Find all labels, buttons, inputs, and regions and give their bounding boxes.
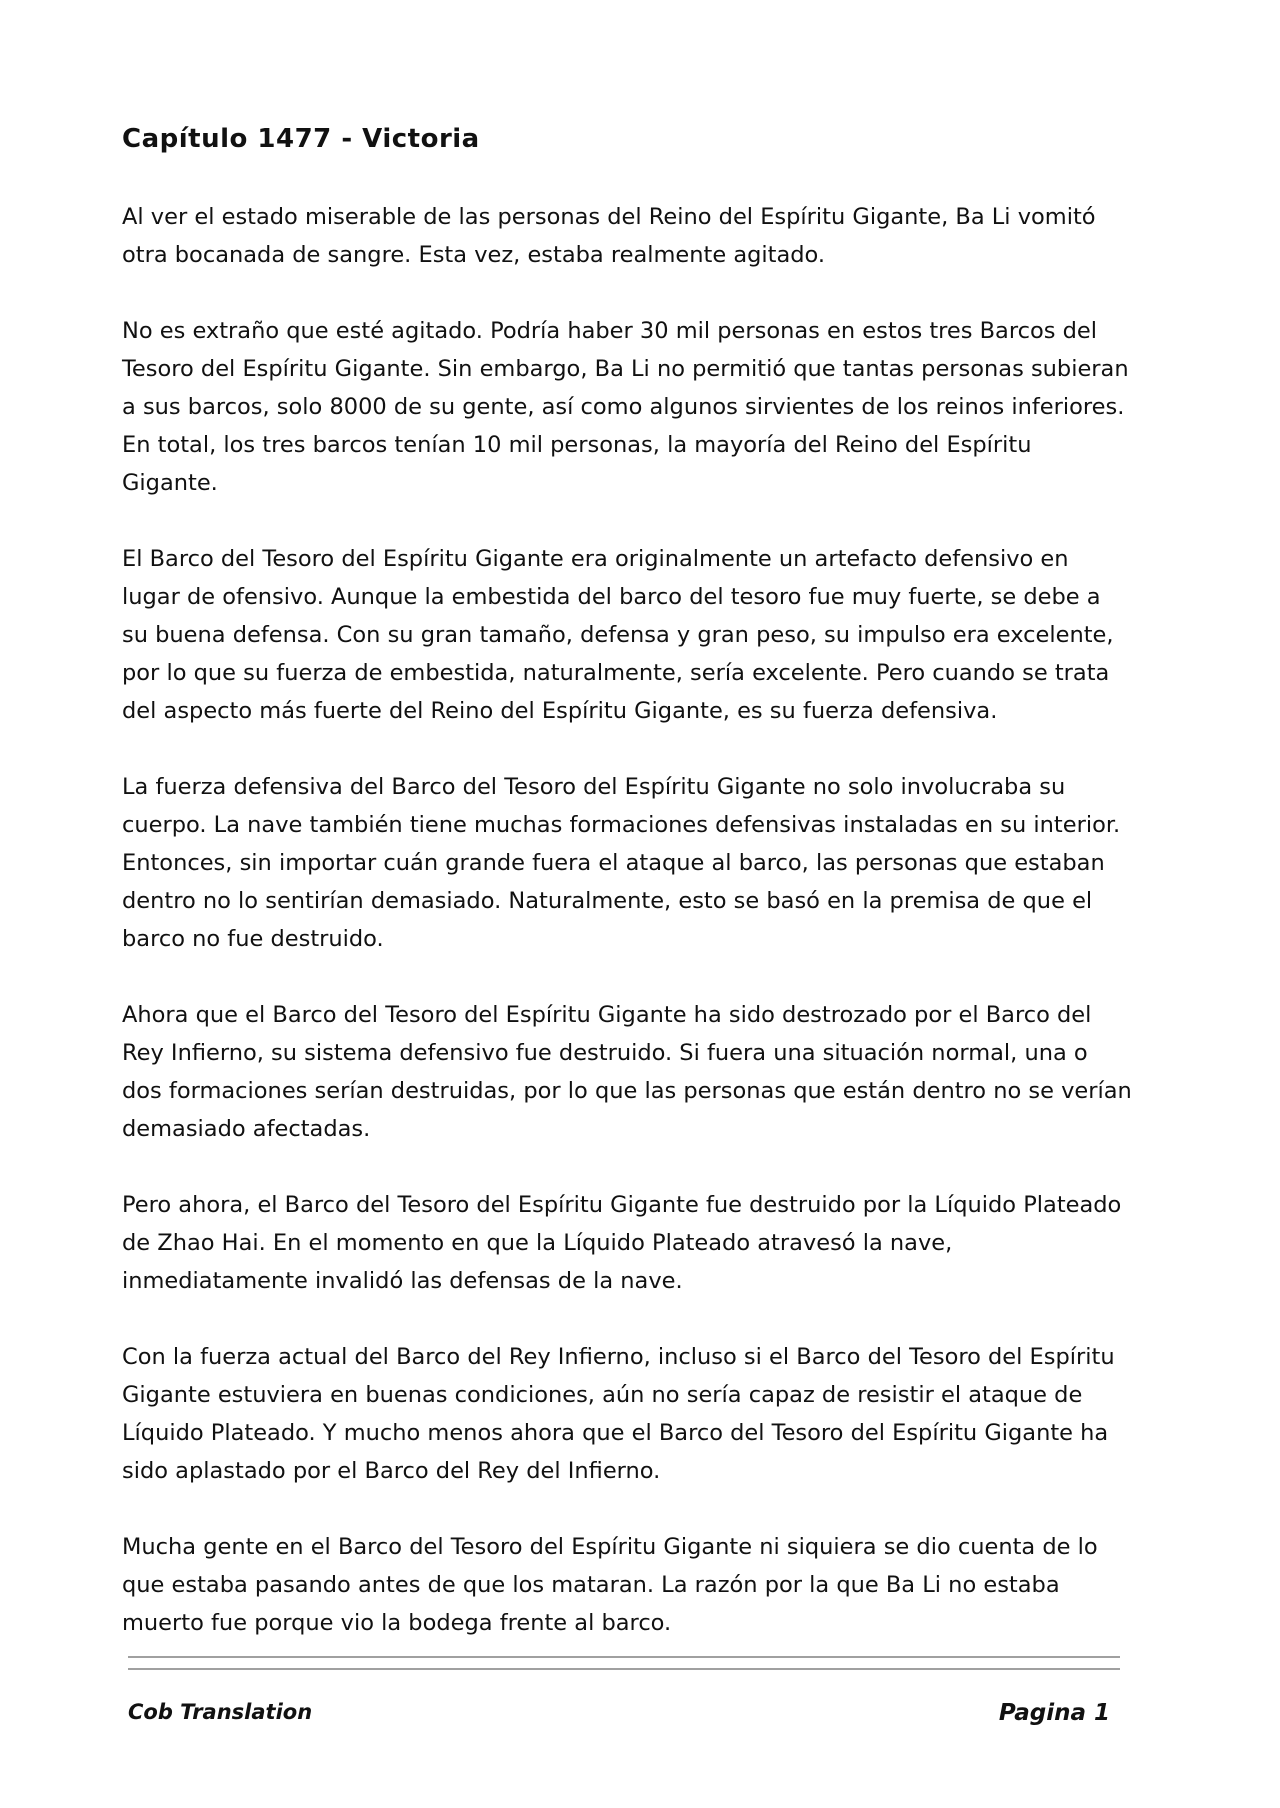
footer-translator-credit: Cob Translation <box>128 1700 313 1724</box>
footer-divider-top <box>128 1656 1120 1658</box>
chapter-title: Capítulo 1477 - Victoria <box>122 124 480 154</box>
paragraph: Mucha gente en el Barco del Tesoro del Espíritu Gigante ni siquiera se dio cuenta de lo que estaba pasando antes de que los mataran. La razón por la que Ba Li no estaba muerto fue porque vio la bodega frente al barco. <box>122 1534 1098 1636</box>
paragraph: No es extraño que esté agitado. Podría haber 30 mil personas en estos tres Barcos del Tesoro del Espíritu Gigante. Sin embargo, Ba Li no permitió que tantas personas subieran a sus barcos, solo 8000 de su gente, así como algunos sirvientes de los reinos inferiores. En total, los tres barcos tenían 10 mil personas, la mayoría del Reino del Espíritu Gigante. <box>122 318 1129 496</box>
footer-divider-bottom <box>128 1668 1120 1670</box>
paragraph: Pero ahora, el Barco del Tesoro del Espíritu Gigante fue destruido por la Líquido Plateado de Zhao Hai. En el momento en que la Líquido Plateado atravesó la nave, inmediatamente invalidó las defensas de la nave. <box>122 1192 1122 1294</box>
paragraph: Con la fuerza actual del Barco del Rey Infierno, incluso si el Barco del Tesoro del Espíritu Gigante estuviera en buenas condiciones, aún no sería capaz de resistir el ataque de Líquido Plateado. Y mucho menos ahora que el Barco del Tesoro del Espíritu Gigante ha sido aplastado por el Barco del Rey del Infierno. <box>122 1344 1115 1484</box>
paragraph: La fuerza defensiva del Barco del Tesoro del Espíritu Gigante no solo involucraba su cuerpo. La nave también tiene muchas formaciones defensivas instaladas en su interior. Entonces, sin importar cuán grande fuera el ataque al barco, las personas que estaban dentro no lo sentirían demasiado. Naturalmente, esto se basó en la premisa de que el barco no fue destruido. <box>122 774 1121 952</box>
footer-page-number: Pagina 1 <box>998 1700 1110 1726</box>
paragraph: Ahora que el Barco del Tesoro del Espíritu Gigante ha sido destrozado por el Barco del Rey Infierno, su sistema defensivo fue destruido. Si fuera una situación normal, una o dos formaciones serían destruidas, por lo que las personas que están dentro no se verían demasiado afectadas. <box>122 1002 1132 1142</box>
paragraph: Al ver el estado miserable de las personas del Reino del Espíritu Gigante, Ba Li vomitó otra bocanada de sangre. Esta vez, estaba realmente agitado. <box>122 204 1096 268</box>
chapter-body <box>122 198 1132 1680</box>
paragraph: El Barco del Tesoro del Espíritu Gigante era originalmente un artefacto defensivo en lugar de ofensivo. Aunque la embestida del barco del tesoro fue muy fuerte, se debe a su buena defensa. Con su gran tamaño, defensa y gran peso, su impulso era excelente, por lo que su fuerza de embestida, naturalmente, sería excelente. Pero cuando se trata del aspecto más fuerte del Reino del Espíritu Gigante, es su fuerza defensiva. <box>122 546 1114 724</box>
